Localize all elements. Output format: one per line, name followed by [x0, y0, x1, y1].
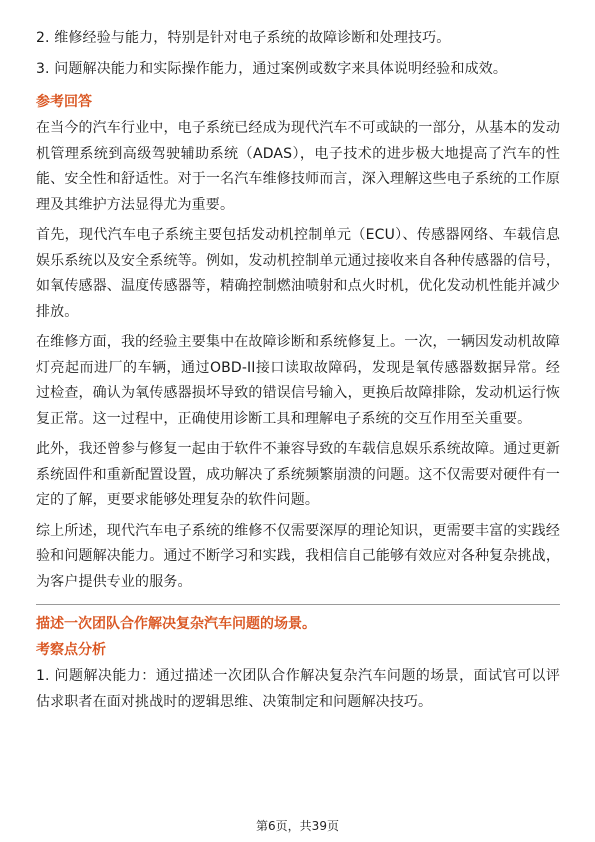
- reference-paragraph-1: 在当今的汽车行业中，电子系统已经成为现代汽车不可或缺的一部分，从基本的发动机管理系统到高级驾驶辅助系统（ADAS），电子技术的进步极大地提高了汽车的性能、安全性和舒适性。对于一名汽车维修技师而言，深入理解这些电子系统的工作原理及其维护方法显得尤为重要。: [36, 120, 560, 213]
- question-title: 描述一次团队合作解决复杂汽车问题的场景。: [36, 616, 316, 632]
- reference-paragraph-4: 此外，我还曾参与修复一起由于软件不兼容导致的车载信息娱乐系统故障。通过更新系统固件和重新配置设置，成功解决了系统频繁崩溃的问题。这不仅需要对硬件有一定的了解，更要求能够处理复杂的软件问题。: [36, 441, 560, 508]
- reference-paragraph-2: 首先，现代汽车电子系统主要包括发动机控制单元（ECU）、传感器网络、车载信息娱乐系统以及安全系统等。例如，发动机控制单元通过接收来自各种传感器的信号，如氧传感器、温度传感器等，精确控制燃油喷射和点火时机，优化发动机性能并减少排放。: [36, 227, 560, 320]
- section-divider: [36, 604, 560, 605]
- reference-answer-heading: 参考回答: [36, 94, 92, 110]
- page-footer: 第6页，共39页: [256, 819, 339, 833]
- page-content: [36, 26, 560, 720]
- analysis-heading: 考察点分析: [36, 642, 106, 658]
- list-item-3: 3. 问题解决能力和实际操作能力，通过案例或数字来具体说明经验和成效。: [36, 60, 508, 77]
- analysis-item-1: 1. 问题解决能力：通过描述一次团队合作解决复杂汽车问题的场景，面试官可以评估求职者在面对挑战时的逻辑思维、决策制定和问题解决技巧。: [36, 668, 560, 710]
- list-item-2: 2. 维修经验与能力，特别是针对电子系统的故障诊断和处理技巧。: [36, 30, 451, 46]
- reference-paragraph-3: 在维修方面，我的经验主要集中在故障诊断和系统修复上。一次，一辆因发动机故障灯亮起而进厂的车辆，通过OBD-II接口读取故障码，发现是氧传感器数据异常。经过检查，确认为氧传感器损坏导致的错误信号输入，更换后故障排除，发动机运行恢复正常。这一过程中，正确使用诊断工具和理解电子系统的交互作用至关重要。: [36, 334, 560, 427]
- reference-paragraph-5: 综上所述，现代汽车电子系统的维修不仅需要深厚的理论知识，更需要丰富的实践经验和问题解决能力。通过不断学习和实践，我相信自己能够有效应对各种复杂挑战，为客户提供专业的服务。: [36, 522, 560, 590]
